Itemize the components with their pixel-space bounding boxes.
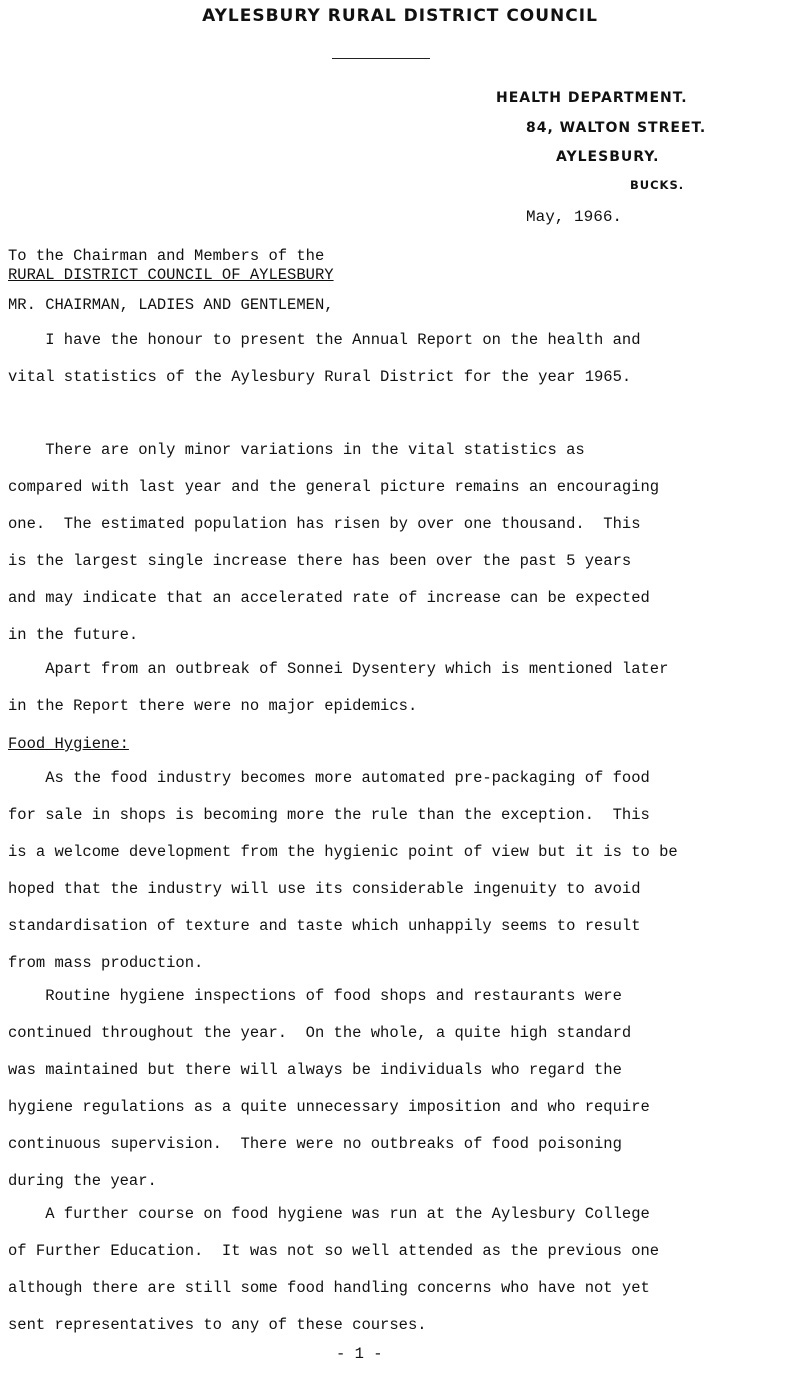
food-paragraph-3 — [8, 1196, 798, 1344]
paragraph-line: continuous supervision. There were no outbreaks of food poisoning — [8, 1135, 622, 1153]
title-rule — [332, 58, 430, 59]
paragraph-line: in the future. — [8, 626, 139, 644]
paragraph-line: standardisation of texture and taste which unhappily seems to result — [8, 917, 641, 935]
paragraph-2 — [8, 432, 798, 654]
paragraph-line: from mass production. — [8, 954, 204, 972]
addressee-line-2: RURAL DISTRICT COUNCIL OF AYLESBURY — [8, 266, 334, 284]
paragraph-line: Apart from an outbreak of Sonnei Dysentery which is mentioned later — [8, 660, 669, 678]
paragraph-line: is a welcome development from the hygienic point of view but it is to be — [8, 843, 678, 861]
section-heading-food-hygiene: Food Hygiene: — [8, 735, 129, 753]
paragraph-line: continued throughout the year. On the whole, a quite high standard — [8, 1024, 632, 1042]
paragraph-line: compared with last year and the general picture remains an encouraging — [8, 478, 660, 496]
paragraph-line: Routine hygiene inspections of food shops and restaurants were — [8, 987, 622, 1005]
paragraph-line: As the food industry becomes more automated pre-packaging of food — [8, 769, 650, 787]
page-number: - 1 - — [336, 1345, 383, 1363]
addressee-line-1: To the Chairman and Members of the — [8, 247, 325, 265]
paragraph-line: sent representatives to any of these courses. — [8, 1316, 427, 1334]
address-line-4: BUCKS. — [630, 178, 685, 192]
address-line-2: 84, WALTON STREET. — [526, 120, 707, 136]
address-line-1: HEALTH DEPARTMENT. — [496, 90, 688, 106]
paragraph-line: There are only minor variations in the vital statistics as — [8, 441, 585, 459]
paragraph-line: one. The estimated population has risen by over one thousand. This — [8, 515, 641, 533]
salutation: MR. CHAIRMAN, LADIES AND GENTLEMEN, — [8, 296, 334, 314]
food-paragraph-1 — [8, 760, 798, 982]
paragraph-line: and may indicate that an accelerated rate of increase can be expected — [8, 589, 650, 607]
paragraph-line: of Further Education. It was not so well attended as the previous one — [8, 1242, 660, 1260]
paragraph-1 — [8, 322, 798, 396]
paragraph-line: for sale in shops is becoming more the rule than the exception. This — [8, 806, 650, 824]
paragraph-line: although there are still some food handling concerns who have not yet — [8, 1279, 650, 1297]
council-title: AYLESBURY RURAL DISTRICT COUNCIL — [202, 6, 598, 26]
paragraph-line: hygiene regulations as a quite unnecessary imposition and who require — [8, 1098, 650, 1116]
paragraph-line: vital statistics of the Aylesbury Rural District for the year 1965. — [8, 368, 632, 386]
paragraph-line: during the year. — [8, 1172, 157, 1190]
address-line-3: AYLESBURY. — [556, 149, 660, 165]
letter-date: May, 1966. — [526, 208, 623, 226]
paragraph-line: I have the honour to present the Annual Report on the health and — [8, 331, 641, 349]
paragraph-line: was maintained but there will always be individuals who regard the — [8, 1061, 622, 1079]
food-paragraph-2 — [8, 978, 798, 1200]
paragraph-3 — [8, 651, 798, 725]
paragraph-line: is the largest single increase there has been over the past 5 years — [8, 552, 632, 570]
paragraph-line: A further course on food hygiene was run at the Aylesbury College — [8, 1205, 650, 1223]
paragraph-line: hoped that the industry will use its considerable ingenuity to avoid — [8, 880, 641, 898]
paragraph-line: in the Report there were no major epidemics. — [8, 697, 418, 715]
